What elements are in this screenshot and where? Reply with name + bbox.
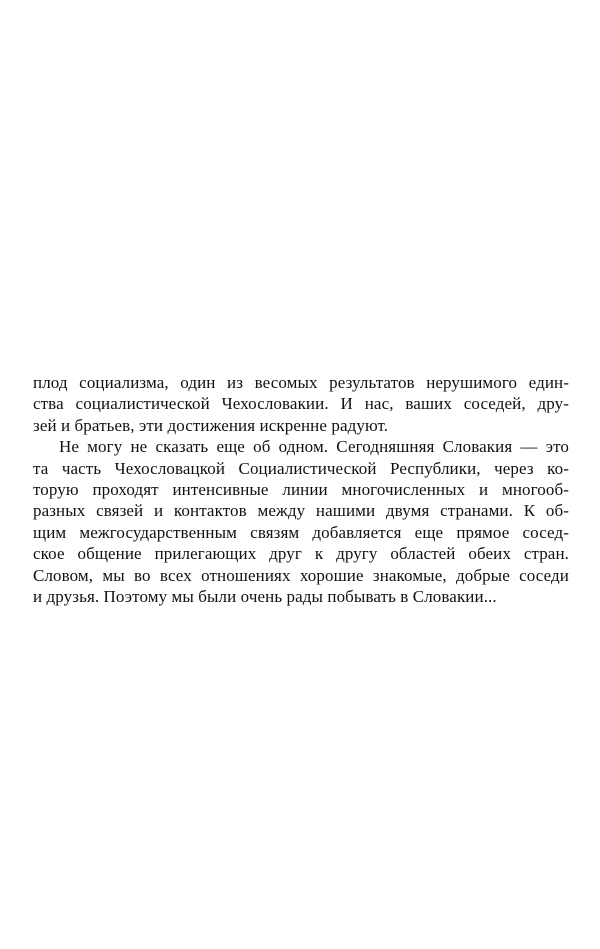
text-line: и друзья. Поэтому мы были очень рады побывать в Словакии... [33, 586, 497, 606]
text-line: зей и братьев, эти достижения искренне радуют. [33, 415, 389, 435]
text-line: разных связей и контактов между нашими двумя странами. К об- [33, 501, 569, 521]
text-line: ства социалистической Чехословакии. И нас, ваших соседей, дру- [33, 394, 569, 414]
text-line: торую проходят интенсивные линии многочисленных и многооб- [33, 479, 569, 499]
paragraph-1 [33, 372, 569, 436]
text-line: Словом, мы во всех отношениях хорошие знакомые, добрые соседи [33, 565, 569, 585]
text-line: ское общение прилегающих друг к другу областей обеих стран. [33, 544, 569, 564]
text-line: та часть Чехословацкой Социалистической Республики, через ко- [33, 458, 569, 478]
text-line: плод социализма, один из весомых результатов нерушимого един- [33, 373, 569, 392]
body-text [33, 372, 569, 607]
text-line: Не могу не сказать еще об одном. Сегодняшняя Словакия — это [59, 437, 569, 457]
text-line: щим межгосударственным связям добавляется еще прямое сосед- [33, 522, 569, 542]
paragraph-2 [33, 436, 569, 607]
